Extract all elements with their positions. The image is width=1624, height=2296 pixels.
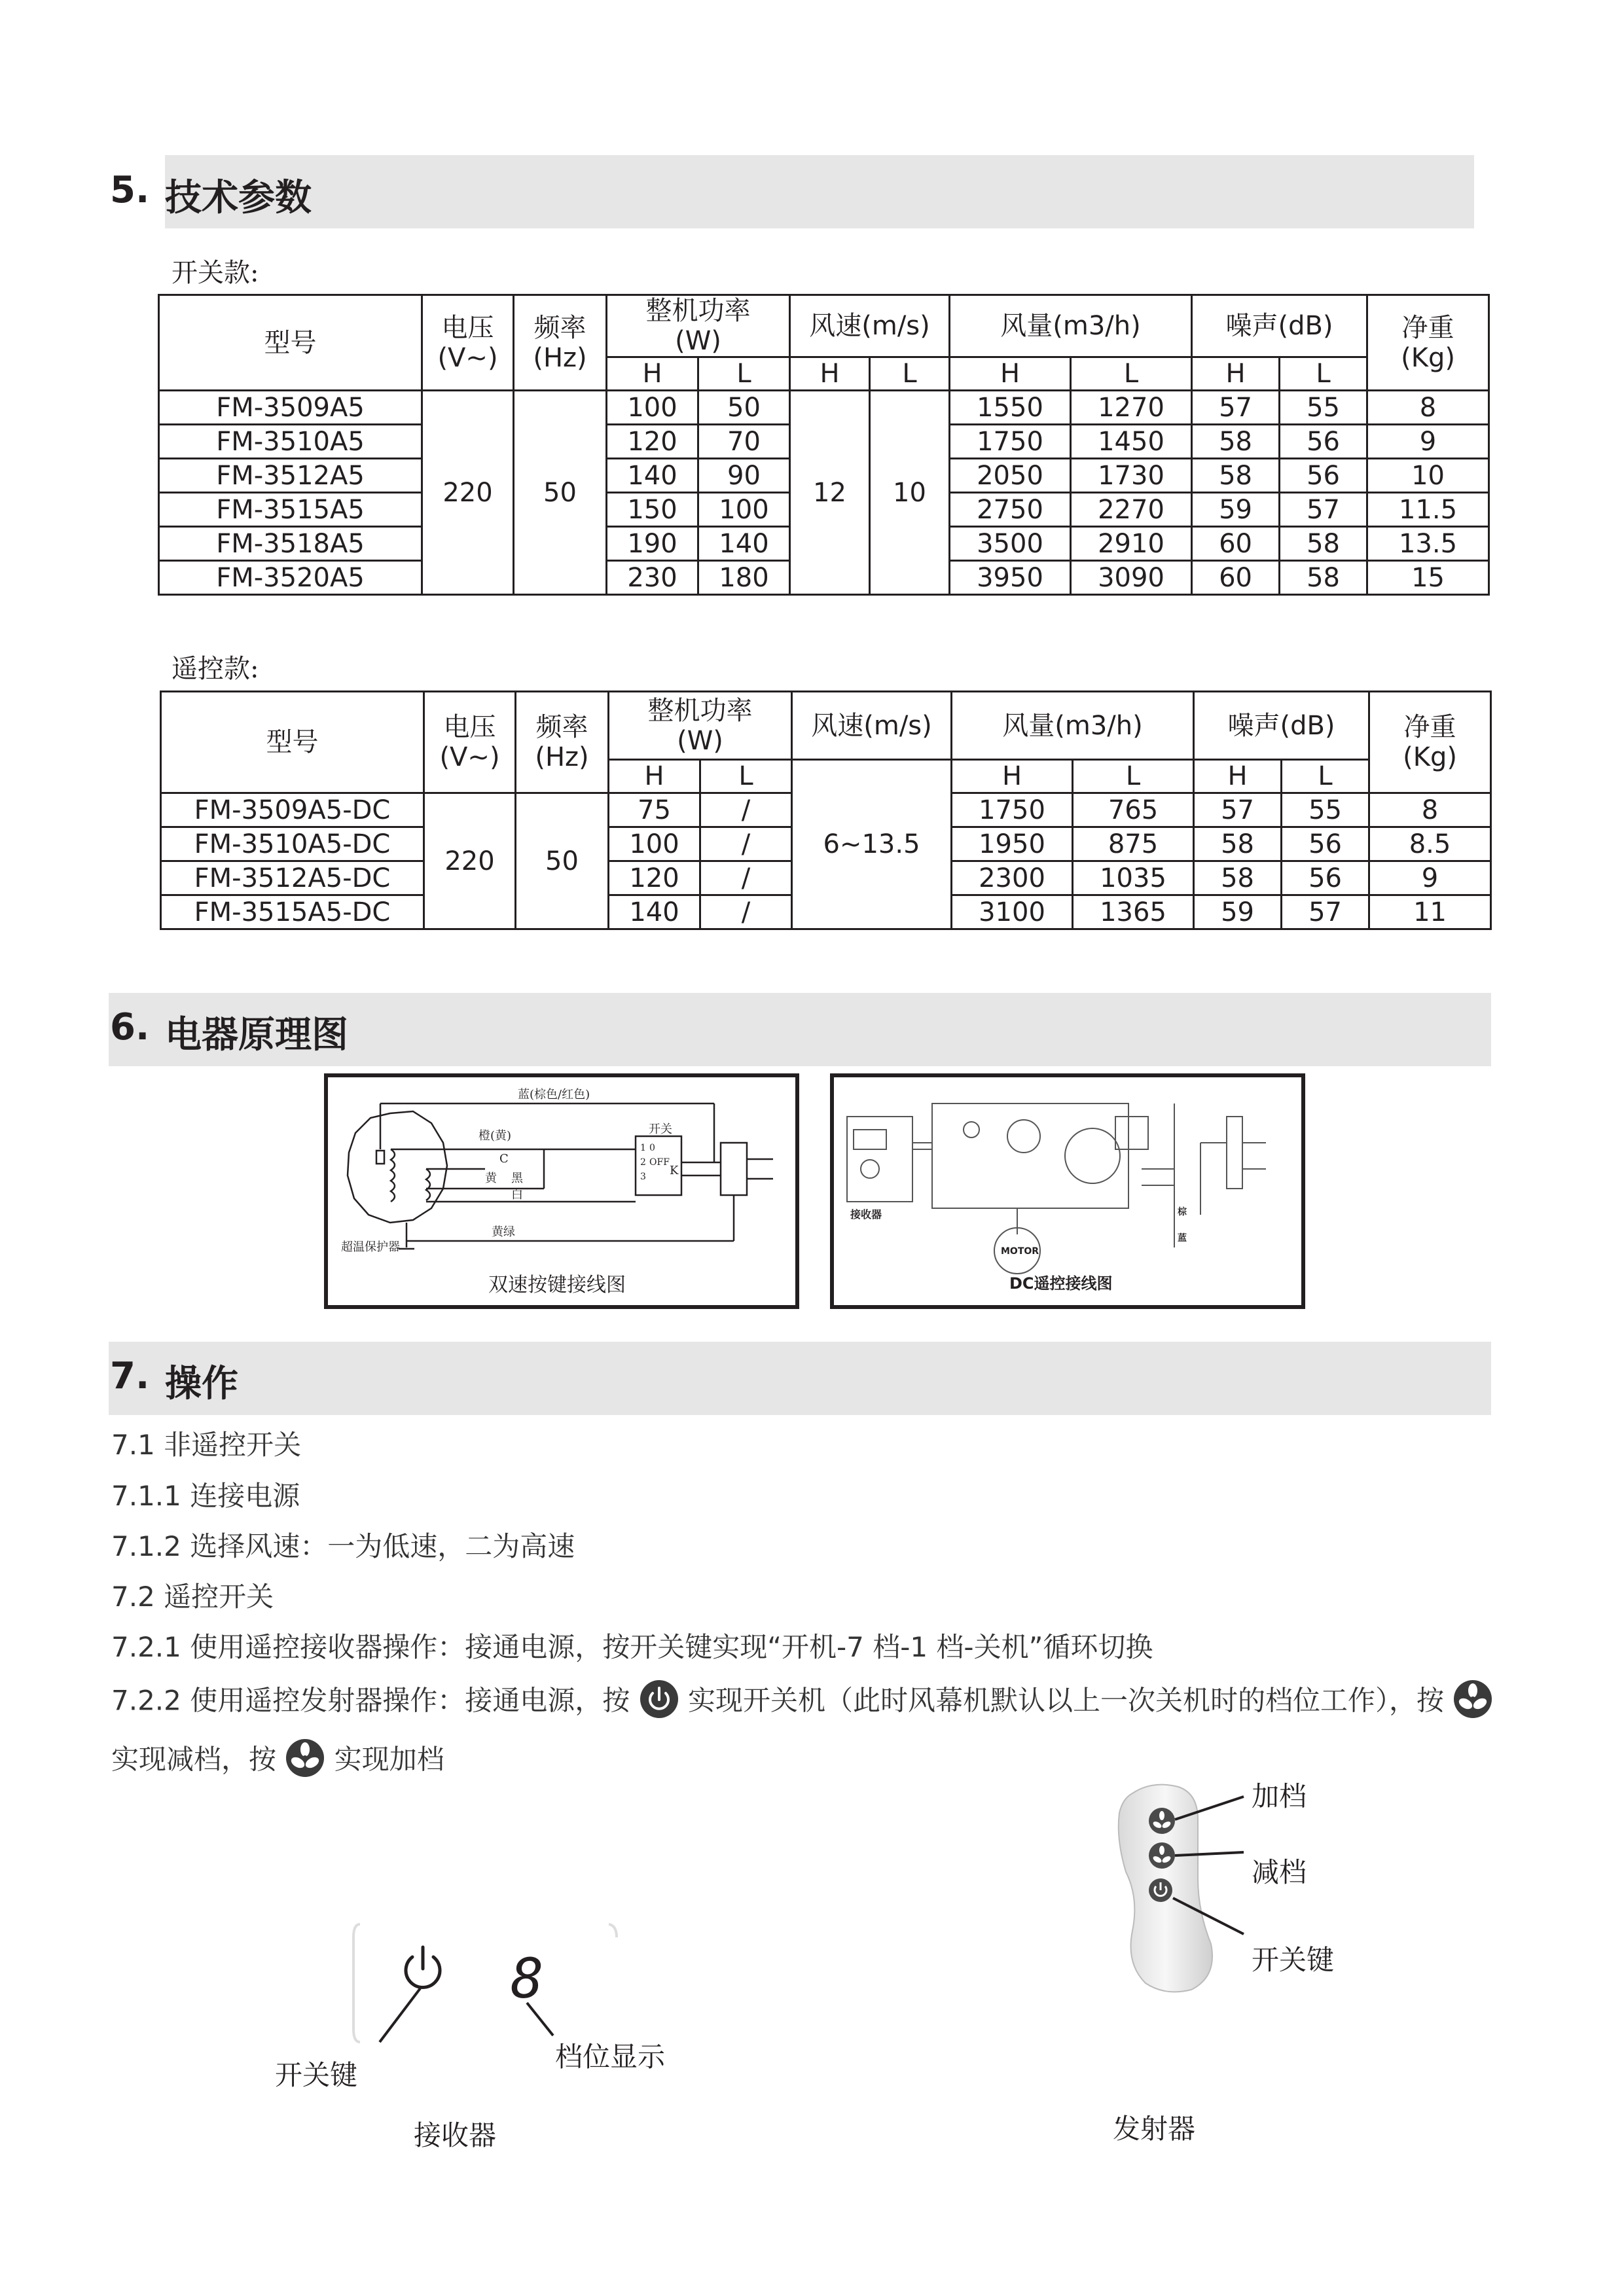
cell-noise-h: 57 [1194, 793, 1282, 827]
cell-noise-l: 56 [1280, 459, 1367, 493]
header-voltage: 电压 (V~) [422, 295, 514, 391]
two-speed-wiring-diagram [324, 1073, 799, 1309]
board-capacitor [1065, 1128, 1120, 1183]
subheader-h: H [1194, 760, 1282, 793]
cell-volume-l: 1450 [1071, 425, 1192, 459]
cell-volume-h: 2300 [952, 861, 1073, 895]
switch-model-label: 开关款: [171, 258, 259, 288]
section-5-number: 5. [110, 169, 150, 211]
cell-volume-l: 2270 [1071, 493, 1192, 527]
cell-model: FM-3509A5-DC [161, 793, 424, 827]
dc-diagram-caption: DC遥控接线图 [1009, 1274, 1113, 1293]
winding-coil [426, 1169, 430, 1200]
cell-weight: 11.5 [1367, 493, 1489, 527]
cell-model: FM-3520A5 [159, 561, 422, 595]
cell-power-h: 120 [607, 425, 698, 459]
cell-model: FM-3518A5 [159, 527, 422, 561]
subheader-l: L [870, 357, 950, 391]
cell-model: FM-3509A5 [159, 391, 422, 425]
cell-noise-l: 57 [1282, 895, 1369, 929]
cell-noise-h: 59 [1194, 895, 1282, 929]
subheader-h: H [607, 357, 698, 391]
subheader-l: L [700, 760, 792, 793]
winding-coil [391, 1149, 395, 1202]
header-noise: 噪声(dB) [1192, 295, 1367, 357]
cell-volume-h: 2750 [950, 493, 1071, 527]
subheader-l: L [1071, 357, 1192, 391]
two-speed-diagram-caption: 双速按键接线图 [488, 1274, 626, 1297]
header-speed: 风速(m/s) [792, 692, 952, 760]
subheader-h: H [952, 760, 1073, 793]
cell-noise-h: 58 [1192, 459, 1280, 493]
header-model: 型号 [159, 295, 422, 391]
control-board [932, 1103, 1128, 1208]
receiver-illustration [347, 1911, 648, 2121]
transmitter-minus-label: 减档 [1252, 1856, 1307, 1888]
transmitter-power-label: 开关键 [1252, 1944, 1335, 1976]
cell-volume-l: 3090 [1071, 561, 1192, 595]
cell-noise-h: 58 [1192, 425, 1280, 459]
label-pos2: 2 [640, 1157, 646, 1168]
cell-noise-l: 58 [1280, 527, 1367, 561]
cell-volume-l: 1035 [1073, 861, 1194, 895]
fan-icon [285, 1738, 325, 1785]
cell-power-h: 140 [607, 459, 698, 493]
cell-volume-l: 1270 [1071, 391, 1192, 425]
switch-spec-table [158, 294, 1490, 596]
cell-power-l: 50 [698, 391, 790, 425]
cell-power-l: 140 [698, 527, 790, 561]
header-weight: 净重 (Kg) [1367, 295, 1489, 391]
cell-noise-l: 58 [1280, 561, 1367, 595]
cell-model: FM-3510A5-DC [161, 827, 424, 861]
board-component [964, 1122, 979, 1138]
label-blue: 蓝 [1178, 1233, 1187, 1244]
subheader-h: H [1192, 357, 1280, 391]
motor-winding [348, 1111, 447, 1223]
subheader-h: H [950, 357, 1071, 391]
section-5-band [165, 155, 1474, 228]
header-frequency: 频率 (Hz) [514, 295, 607, 391]
header-noise: 噪声(dB) [1194, 692, 1369, 760]
cell-noise-h: 58 [1194, 827, 1282, 861]
cell-power-h: 120 [609, 861, 700, 895]
subheader-l: L [1280, 357, 1367, 391]
cell-volume-h: 1750 [952, 793, 1073, 827]
operation-line-1: 7.1 非遥控开关 [111, 1429, 302, 1461]
cell-weight: 10 [1367, 459, 1489, 493]
cell-noise-l: 57 [1280, 493, 1367, 527]
section-7-band [109, 1342, 1491, 1415]
cell-noise-l: 56 [1280, 425, 1367, 459]
cell-model: FM-3515A5 [159, 493, 422, 527]
cell-voltage: 220 [424, 793, 516, 929]
cell-noise-h: 60 [1192, 527, 1280, 561]
header-voltage: 电压 (V~) [424, 692, 516, 793]
label-k: K [670, 1164, 679, 1177]
operation-line-3: 7.1.2 选择风速：一为低速，二为高速 [111, 1530, 575, 1562]
label-protector: 超温保护器 [341, 1240, 400, 1254]
operation-line-6 [111, 1679, 1493, 1726]
cell-power-h: 190 [607, 527, 698, 561]
label-switch: 开关 [649, 1122, 672, 1136]
transmitter-caption: 发射器 [1113, 2113, 1196, 2145]
subheader-l: L [1282, 760, 1369, 793]
cell-power-l: 90 [698, 459, 790, 493]
section-7-number: 7. [110, 1355, 150, 1397]
label-motor: MOTOR [1001, 1246, 1039, 1257]
callout-line [380, 1988, 420, 2042]
cell-speed-l: 10 [870, 391, 950, 595]
cell-weight: 9 [1369, 861, 1491, 895]
board-chip [1115, 1117, 1148, 1149]
cell-volume-h: 2050 [950, 459, 1071, 493]
cell-volume-l: 2910 [1071, 527, 1192, 561]
receiver-caption: 接收器 [414, 2119, 497, 2151]
cell-power-h: 140 [609, 895, 700, 929]
cell-weight: 15 [1367, 561, 1489, 595]
cell-speed: 6~13.5 [792, 760, 952, 929]
cell-power-l: 180 [698, 561, 790, 595]
cell-weight: 8 [1369, 793, 1491, 827]
label-pos3: 3 [640, 1172, 646, 1182]
cell-frequency: 50 [514, 391, 607, 595]
label-orange: 橙(黄) [478, 1129, 512, 1143]
receiver-display-label: 档位显示 [555, 2041, 666, 2073]
header-power: 整机功率 (W) [607, 295, 790, 357]
label-pos0: 0 [649, 1143, 655, 1153]
section-6-number: 6. [110, 1006, 150, 1049]
section-6-title: 电器原理图 [165, 1014, 348, 1056]
cell-model: FM-3510A5 [159, 425, 422, 459]
subheader-l: L [1073, 760, 1194, 793]
header-model: 型号 [161, 692, 424, 793]
cell-weight: 8 [1367, 391, 1489, 425]
cell-power-h: 150 [607, 493, 698, 527]
operation-line-6-part-b: 实现开关机（此时风幕机默认以上一次关机时的档位工作），按 [687, 1684, 1444, 1717]
remote-plus-button[interactable] [1149, 1808, 1175, 1834]
header-volume: 风量(m3/h) [952, 692, 1194, 760]
operation-line-7-part-b: 实现加档 [334, 1743, 444, 1776]
cell-noise-l: 56 [1282, 827, 1369, 861]
dc-remote-wiring-diagram [830, 1073, 1305, 1309]
operation-line-2: 7.1.1 连接电源 [111, 1480, 300, 1512]
cell-weight: 11 [1369, 895, 1491, 929]
cell-power-h: 100 [609, 827, 700, 861]
power-icon [639, 1679, 679, 1726]
label-yellow: 黄 [485, 1172, 497, 1185]
cell-weight: 13.5 [1367, 527, 1489, 561]
receiver-digit: 8 [511, 1946, 544, 2011]
remote-model-label: 遥控款: [171, 654, 259, 684]
cell-voltage: 220 [422, 391, 514, 595]
header-speed: 风速(m/s) [790, 295, 950, 357]
receiver-power-icon [406, 1947, 440, 1987]
cell-volume-l: 1730 [1071, 459, 1192, 493]
header-volume: 风量(m3/h) [950, 295, 1192, 357]
label-pos1: 1 [640, 1143, 646, 1153]
overheat-protector [376, 1151, 384, 1164]
cell-volume-l: 765 [1073, 793, 1194, 827]
board-capacitor [1007, 1120, 1040, 1153]
subheader-h: H [790, 357, 870, 391]
cell-power-h: 75 [609, 793, 700, 827]
cell-volume-l: 1365 [1073, 895, 1194, 929]
cell-noise-l: 55 [1280, 391, 1367, 425]
cell-volume-h: 3100 [952, 895, 1073, 929]
cell-weight: 9 [1367, 425, 1489, 459]
operation-line-7 [111, 1738, 444, 1785]
cell-frequency: 50 [516, 793, 609, 929]
subheader-l: L [698, 357, 790, 391]
subheader-h: H [609, 760, 700, 793]
label-c: C [499, 1152, 509, 1166]
transmitter-plus-label: 加档 [1252, 1780, 1307, 1812]
section-7-title: 操作 [165, 1363, 238, 1405]
receiver-knob [861, 1160, 879, 1178]
label-top-wire: 蓝(棕色/红色) [518, 1088, 590, 1102]
cell-noise-h: 60 [1192, 561, 1280, 595]
remote-power-button[interactable] [1149, 1878, 1172, 1902]
cell-model: FM-3512A5-DC [161, 861, 424, 895]
operation-line-7-part-a: 实现减档，按 [111, 1743, 277, 1776]
receiver-display [854, 1130, 886, 1149]
terminal-block [721, 1143, 747, 1195]
cell-noise-h: 58 [1194, 861, 1282, 895]
header-weight: 净重 (Kg) [1369, 692, 1491, 793]
cell-power-l: / [700, 827, 792, 861]
cell-noise-l: 56 [1282, 861, 1369, 895]
cell-power-h: 230 [607, 561, 698, 595]
cell-power-l: 100 [698, 493, 790, 527]
header-frequency: 频率 (Hz) [516, 692, 609, 793]
cell-weight: 8.5 [1369, 827, 1491, 861]
cell-volume-h: 1750 [950, 425, 1071, 459]
cell-volume-h: 3500 [950, 527, 1071, 561]
label-receiver: 接收器 [850, 1208, 882, 1221]
label-brown: 棕 [1178, 1207, 1187, 1217]
label-off: OFF [649, 1157, 670, 1168]
operation-line-5: 7.2.1 使用遥控接收器操作：接通电源，按开关键实现“开机-7 档-1 档-关机”循环切换 [111, 1631, 1153, 1663]
cell-noise-h: 59 [1192, 493, 1280, 527]
cell-volume-h: 1950 [952, 827, 1073, 861]
operation-line-6-part-a: 7.2.2 使用遥控发射器操作：接通电源，按 [111, 1684, 630, 1717]
cell-noise-h: 57 [1192, 391, 1280, 425]
section-5-title: 技术参数 [165, 177, 312, 219]
receiver-power-label: 开关键 [275, 2059, 358, 2091]
cell-model: FM-3515A5-DC [161, 895, 424, 929]
cell-power-h: 100 [607, 391, 698, 425]
cell-volume-h: 3950 [950, 561, 1071, 595]
cell-power-l: / [700, 895, 792, 929]
terminal-block [1227, 1117, 1242, 1189]
cell-power-l: 70 [698, 425, 790, 459]
cell-volume-h: 1550 [950, 391, 1071, 425]
cell-speed-h: 12 [790, 391, 870, 595]
cell-noise-l: 55 [1282, 793, 1369, 827]
label-white: 白 [511, 1188, 523, 1202]
label-yellowgreen: 黄绿 [492, 1225, 515, 1239]
operation-line-4: 7.2 遥控开关 [111, 1581, 274, 1613]
cell-model: FM-3512A5 [159, 459, 422, 493]
remote-spec-table [160, 691, 1492, 930]
label-black: 黑 [511, 1172, 523, 1185]
header-power: 整机功率 (W) [609, 692, 792, 760]
cell-volume-l: 875 [1073, 827, 1194, 861]
fan-icon [1453, 1679, 1493, 1726]
cell-power-l: / [700, 861, 792, 895]
cell-power-l: / [700, 793, 792, 827]
remote-minus-button[interactable] [1149, 1842, 1175, 1869]
